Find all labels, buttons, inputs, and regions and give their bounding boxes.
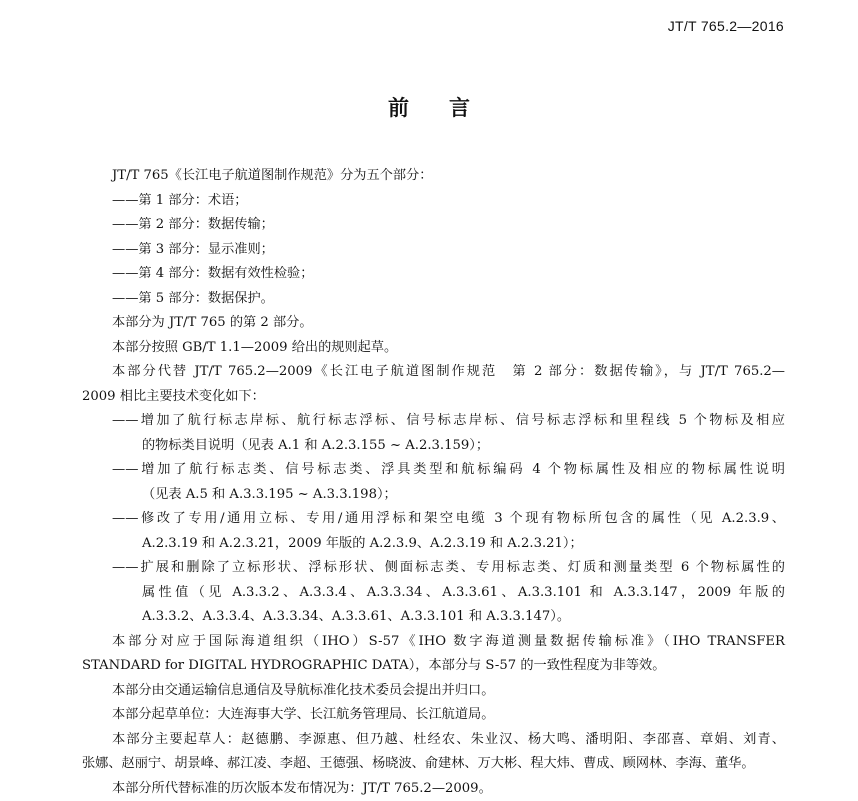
part-list-item: ——第 5 部分：数据保护。 xyxy=(82,287,785,312)
part-list-item: ——第 2 部分：数据传输； xyxy=(82,213,785,238)
change-item-4-line2: 属性值（见 A.3.3.2、A.3.3.4、A.3.3.34、A.3.3.61、A.3.3.101 和 A.3.3.147，2009 年版的 xyxy=(82,581,785,606)
change-item-3-line2: A.2.3.19 和 A.2.3.21，2009 年版的 A.2.3.9、A.2.3.19 和 A.2.3.21）； xyxy=(82,532,785,557)
drafters-paragraph-line1: 本部分主要起草人：赵德鹏、李源惠、但乃越、杜经农、朱业汉、杨大鸣、潘明阳、李邵喜、章娟、刘青、 xyxy=(82,728,785,753)
intro-paragraph: JT/T 765《长江电子航道图制作规范》分为五个部分： xyxy=(82,164,785,189)
change-item-2-line2: （见表 A.5 和 A.3.3.195 ~ A.3.3.198）； xyxy=(82,483,785,508)
page-title xyxy=(0,92,858,122)
iho-paragraph-line1: 本部分对应于国际海道组织（IHO）S-57《IHO 数字海道测量数据传输标准》（IHO TRANSFER xyxy=(82,630,785,655)
change-item-1-line1: ——增加了航行标志岸标、航行标志浮标、信号标志岸标、信号标志浮标和里程线 5 个物标及相应 xyxy=(82,409,785,434)
change-item-3-line1: ——修改了专用/通用立标、专用/通用浮标和架空电缆 3 个现有物标所包含的属性（见 A.2.3.9、 xyxy=(82,507,785,532)
title-char-1: 前 xyxy=(388,92,409,122)
replaces-paragraph-line1: 本部分代替 JT/T 765.2—2009《长江电子航道图制作规范 第 2 部分：数据传输》，与 JT/T 765.2— xyxy=(82,360,785,385)
change-item-4-line3: A.3.3.2、A.3.3.4、A.3.3.34、A.3.3.61、A.3.3.101 和 A.3.3.147）。 xyxy=(82,605,785,630)
change-item-2-line1: ——增加了航行标志类、信号标志类、浮具类型和航标编码 4 个物标属性及相应的物标属性说明 xyxy=(82,458,785,483)
part-list-item: ——第 1 部分：术语； xyxy=(82,189,785,214)
drafters-paragraph-line2: 张娜、赵丽宁、胡景峰、郝江凌、李超、王德强、杨晓波、俞建林、万大彬、程大炜、曹成、顾网林、李海、董华。 xyxy=(82,752,785,777)
iho-paragraph-line2: STANDARD for DIGITAL HYDROGRAPHIC DATA），本部分与 S-57 的一致性程度为非等效。 xyxy=(82,654,785,679)
this-part-paragraph: 本部分为 JT/T 765 的第 2 部分。 xyxy=(82,311,785,336)
proposed-by-paragraph: 本部分由交通运输信息通信及导航标准化技术委员会提出并归口。 xyxy=(82,679,785,704)
drafting-rules-paragraph: 本部分按照 GB/T 1.1—2009 给出的规则起草。 xyxy=(82,336,785,361)
standard-number: JT/T 765.2—2016 xyxy=(668,18,784,34)
foreword-body xyxy=(82,164,785,801)
replaces-paragraph-line2: 2009 相比主要技术变化如下： xyxy=(82,385,785,410)
drafting-units-paragraph: 本部分起草单位：大连海事大学、长江航务管理局、长江航道局。 xyxy=(82,703,785,728)
history-paragraph: 本部分所代替标准的历次版本发布情况为：JT/T 765.2—2009。 xyxy=(82,777,785,801)
title-char-2: 言 xyxy=(449,92,470,122)
change-item-4-line1: ——扩展和删除了立标形状、浮标形状、侧面标志类、专用标志类、灯质和测量类型 6 个物标属性的 xyxy=(82,556,785,581)
part-list-item: ——第 4 部分：数据有效性检验； xyxy=(82,262,785,287)
part-list-item: ——第 3 部分：显示准则； xyxy=(82,238,785,263)
change-item-1-line2: 的物标类目说明（见表 A.1 和 A.2.3.155 ~ A.2.3.159）； xyxy=(82,434,785,459)
